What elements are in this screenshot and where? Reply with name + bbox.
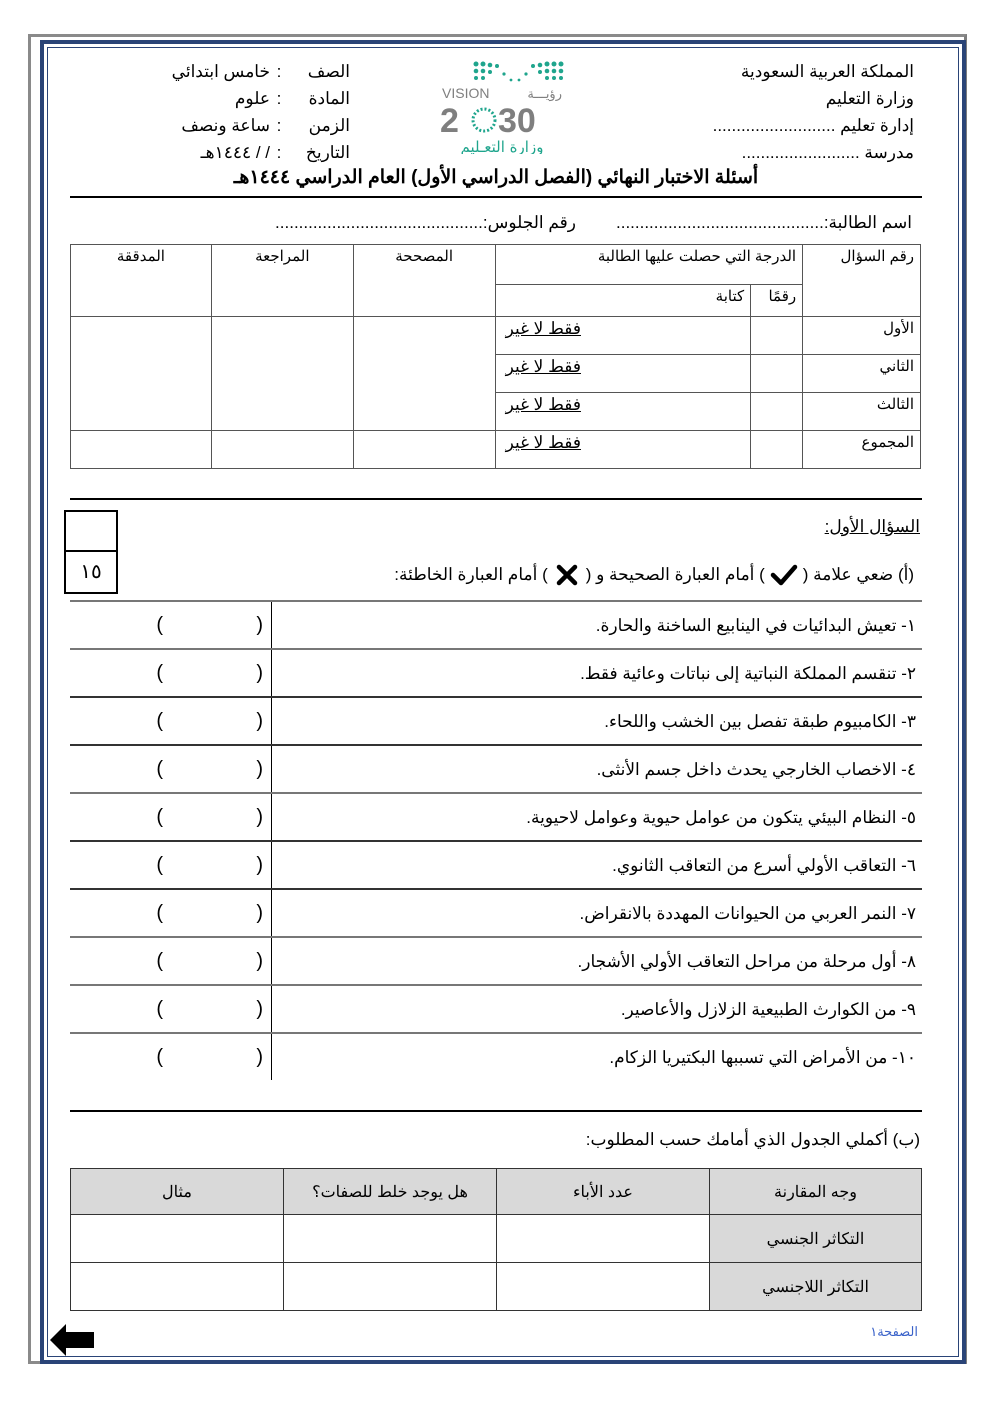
statement-row (70, 840, 922, 888)
header-example: مثال (71, 1169, 284, 1215)
time-row: الزمن : ساعة ونصف (88, 112, 350, 139)
answer-slot[interactable]: ( ) (70, 938, 272, 984)
q1-earned-score-input[interactable] (66, 512, 116, 552)
divider (70, 1110, 922, 1112)
grade-words-suffix: فقط لا غير (505, 433, 581, 452)
statement-row (70, 1032, 922, 1080)
col-grade-words: كتابة (495, 285, 751, 317)
part-b-title: (ب) أكملي الجدول الذي أمامك حسب المطلوب: (585, 1130, 920, 1149)
subject-label: المادة (308, 89, 350, 108)
reviewer-cell[interactable] (211, 317, 353, 431)
grade-row-label: الثالث (803, 393, 921, 431)
grade-words-suffix: فقط لا غير (505, 319, 581, 338)
svg-text:30: 30 (498, 102, 536, 140)
table-row (71, 1215, 922, 1263)
answer-slot[interactable]: ( ) (70, 1034, 272, 1080)
statement-text: ٢- تنقسم المملكة النباتية إلى نباتات وعائية فقط. (580, 664, 916, 683)
grade-row-q1 (71, 317, 921, 355)
exam-title: أسئلة الاختبار النهائي (الفصل الدراسي الأول) العام الدراسي ١٤٤٤هـ (233, 167, 759, 188)
grades-table (70, 244, 921, 469)
date-value[interactable]: / / ١٤٤٤هـ (200, 143, 270, 162)
statement-text: ١- تعيش البدائيات في الينابيع الساخنة والحارة. (595, 616, 916, 635)
next-page-arrow-icon[interactable] (48, 1322, 96, 1358)
answer-slot[interactable]: ( ) (70, 890, 272, 936)
svg-text:رؤيـــة: رؤيـــة (527, 87, 562, 102)
student-name-field[interactable]: اسم الطالبة:............................................ (616, 213, 912, 232)
col-student-grade: الدرجة التي حصلت عليها الطالبة (495, 245, 803, 285)
q1-instruction (394, 562, 914, 588)
country-name: المملكة العربية السعودية (740, 62, 914, 81)
col-question-number: رقم السؤال (803, 245, 921, 317)
header-comparison-aspect: وجه المقارنة (710, 1169, 922, 1215)
date-row: التاريخ : / / ١٤٤٤هـ (88, 139, 350, 166)
student-info-line (275, 213, 912, 233)
grade-row-label: المجموع (803, 431, 921, 469)
q1-max-score: ١٥ (80, 561, 102, 583)
svg-text:VISION: VISION (442, 85, 490, 101)
statement-row (70, 648, 922, 696)
table-row (71, 1263, 922, 1311)
subject-value: علوم (234, 89, 270, 108)
svg-text:وزارة التعـليم: وزارة التعـليم (460, 138, 544, 154)
row-sexual-reproduction: التكاثر الجنسي (710, 1215, 922, 1263)
answer-slot[interactable]: ( ) (70, 602, 272, 648)
statement-text: ٦- التعاقب الأولي أسرع من التعاقب الثانوي. (612, 856, 916, 875)
col-grade-digits: رقمًا (751, 285, 803, 317)
logo-dots-icon (438, 58, 566, 154)
divider (70, 196, 922, 198)
grade-value: خامس ابتدائي (171, 62, 270, 81)
comparison-table (70, 1168, 922, 1311)
true-false-list (70, 600, 922, 1080)
statement-text: ٨- أول مرحلة من مراحل التعاقب الأولي الأشجار. (577, 952, 916, 971)
vision-2030-logo (438, 58, 566, 154)
answer-slot[interactable]: ( ) (70, 794, 272, 840)
row-asexual-reproduction: التكاثر اللاجنسي (710, 1263, 922, 1311)
answer-slot[interactable]: ( ) (70, 650, 272, 696)
time-value: ساعة ونصف (181, 116, 270, 135)
answer-slot[interactable]: ( ) (70, 746, 272, 792)
answer-cell[interactable] (497, 1263, 710, 1311)
grade-label: الصف (307, 62, 350, 81)
auditor-cell[interactable] (71, 317, 212, 431)
grade-row-label: الأول (803, 317, 921, 355)
divider (70, 498, 922, 500)
answer-cell[interactable] (284, 1263, 497, 1311)
checkmark-icon (769, 562, 799, 588)
answer-cell[interactable] (71, 1215, 284, 1263)
statement-text: ٧- النمر العربي من الحيوانات المهددة بالانقراض. (579, 904, 916, 923)
instruction-text: (أ) ضعي علامة ( (802, 565, 914, 584)
corrector-total-cell[interactable] (353, 431, 495, 469)
answer-cell[interactable] (284, 1215, 497, 1263)
header-ministry-block (614, 58, 914, 166)
subject-row: المادة : علوم (88, 85, 350, 112)
statement-text: ٣- الكامبيوم طبقة تفصل بين الخشب واللحاء. (604, 712, 916, 731)
header-trait-mixing: هل يوجد خلط للصفات؟ (284, 1169, 497, 1215)
grade-row-total (71, 431, 921, 469)
reviewer-total-cell[interactable] (211, 431, 353, 469)
auditor-total-cell[interactable] (71, 431, 212, 469)
statement-row (70, 888, 922, 936)
statement-row (70, 744, 922, 792)
answer-cell[interactable] (497, 1215, 710, 1263)
school-field[interactable]: مدرسة ......................... (741, 143, 914, 162)
cross-icon (552, 562, 582, 588)
q1-score-box (64, 510, 118, 594)
col-corrector: المصححة (353, 245, 495, 317)
grade-digits-input[interactable] (751, 393, 803, 431)
instruction-text: ) أمام العبارة الخاطئة: (394, 565, 548, 584)
exam-info-block (88, 58, 350, 166)
instruction-text: ) أمام العبارة الصحيحة و ( (585, 565, 765, 584)
answer-slot[interactable]: ( ) (70, 698, 272, 744)
time-label: الزمن (308, 116, 350, 135)
grade-digits-input[interactable] (751, 431, 803, 469)
statement-text: ٩- من الكوارث الطبيعية الزلازل والأعاصير. (620, 1000, 916, 1019)
col-auditor: المدققة (71, 245, 212, 317)
q1-title: السؤال الأول: (824, 517, 920, 536)
ministry-name: وزارة التعليم (825, 89, 914, 108)
statement-row (70, 984, 922, 1032)
education-dept-field[interactable]: إدارة تعليم .......................... (712, 116, 914, 135)
statement-row (70, 936, 922, 984)
grade-digits-input[interactable] (751, 355, 803, 393)
answer-slot[interactable]: ( ) (70, 986, 272, 1032)
statement-row (70, 792, 922, 840)
grade-row-label: الثاني (803, 355, 921, 393)
col-reviewer: المراجعة (211, 245, 353, 317)
seat-number-field[interactable]: رقم الجلوس:............................................ (275, 213, 576, 232)
answer-slot[interactable]: ( ) (70, 842, 272, 888)
grade-row: الصف : خامس ابتدائي (88, 58, 350, 85)
statement-row (70, 600, 922, 648)
answer-cell[interactable] (71, 1263, 284, 1311)
statement-row (70, 696, 922, 744)
page-number: الصفحة١ (870, 1324, 918, 1339)
grade-words-suffix: فقط لا غير (505, 395, 581, 414)
header-parents-count: عدد الأباء (497, 1169, 710, 1215)
svg-text:2: 2 (440, 102, 459, 140)
statement-text: ١٠- من الأمراض التي تسببها البكتيريا الزكام. (609, 1048, 916, 1067)
corrector-cell[interactable] (353, 317, 495, 431)
grade-words-suffix: فقط لا غير (505, 357, 581, 376)
grade-digits-input[interactable] (751, 317, 803, 355)
date-label: التاريخ (305, 143, 350, 162)
statement-text: ٥- النظام البيئي يتكون من عوامل حيوية وعوامل لاحيوية. (526, 808, 916, 827)
statement-text: ٤- الاخصاب الخارجي يحدث داخل جسم الأنثى. (596, 760, 916, 779)
